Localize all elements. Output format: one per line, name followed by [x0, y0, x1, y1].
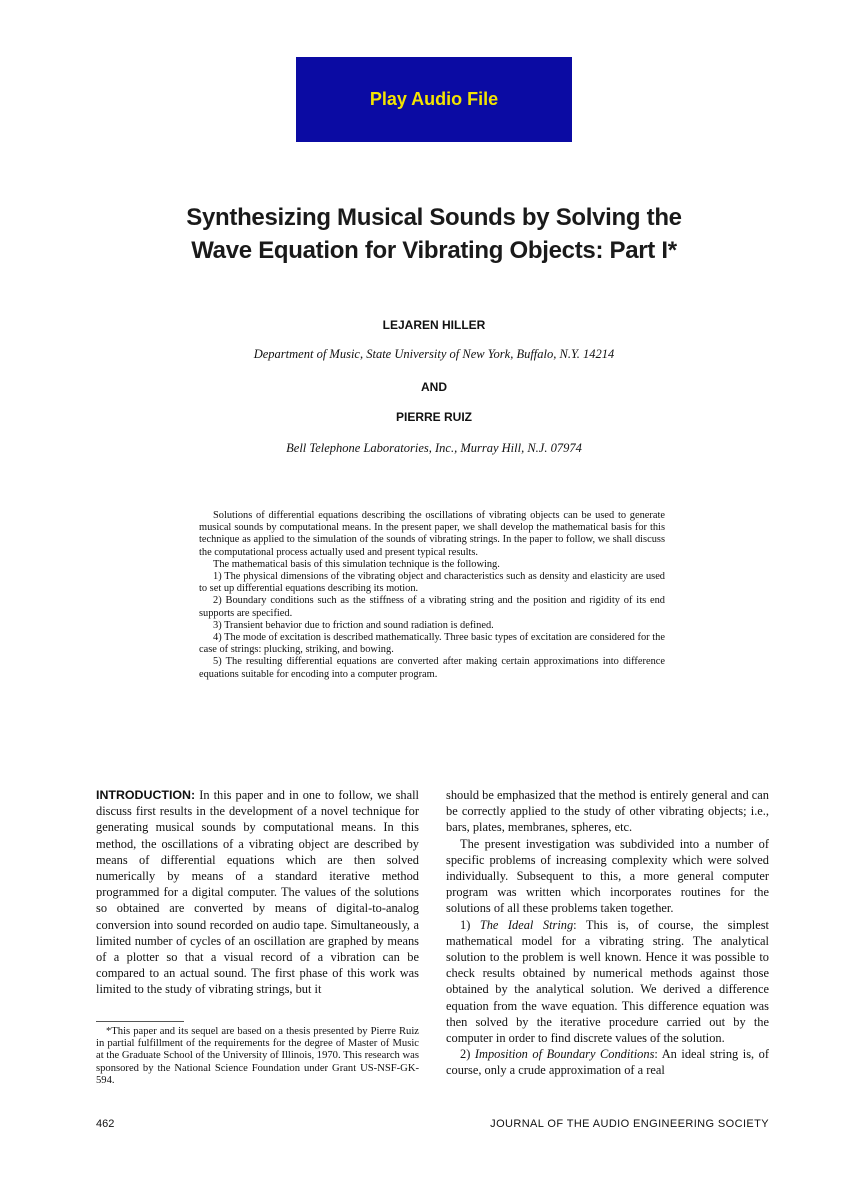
item-number: 2)	[460, 1047, 475, 1062]
play-audio-label: Play Audio File	[369, 89, 499, 109]
footnote	[96, 1026, 419, 1087]
intro-heading: INTRODUCTION:	[96, 788, 196, 802]
title-line-2: Wave Equation for Vibrating Objects: Part I*	[191, 237, 677, 264]
author-1: LEJAREN HILLER	[382, 318, 486, 332]
author-conjunction: AND	[421, 380, 447, 394]
abstract-paragraph: Solutions of differential equations describing the oscillations of vibrating objects can be used to generate musical sounds by computational means. In the present paper, we shall develop the mathematical basis for this technique as applied to the simulation of the sounds of vibrating strings. In the paper to follow, we shall discuss the computational process actually used and present typical results.	[199, 510, 665, 558]
right-column	[446, 787, 769, 1079]
intro-text: In this paper and in one to follow, we shall discuss first results in the development of a novel technique for generating musical sounds by computational means. In this method, the oscillations of a vibrating object are described by means of differential equations which are then solved numerically by means of a standard iterative method programmed for a digital computer. The values of the solutions so obtained are converted by means of digital-to-analog conversion into sound recorded on audio tape. Simultaneously, a limited number of cycles of an oscillation are graphed by means of a plotter so that a visual record of a vibration can be compared to an actual sound. The first phase of this work was limited to the study of vibrating strings, but it	[96, 788, 419, 997]
abstract-paragraph: The mathematical basis of this simulation technique is the following.	[213, 558, 500, 570]
journal-name: JOURNAL OF THE AUDIO ENGINEERING SOCIETY	[490, 1118, 769, 1130]
item-heading: The Ideal String	[479, 917, 574, 932]
affiliation-1: Department of Music, State University of New York, Buffalo, N.Y. 14214	[253, 347, 615, 361]
affiliation-2: Bell Telephone Laboratories, Inc., Murray Hill, N.J. 07974	[286, 441, 582, 455]
footnote-rule	[96, 1021, 184, 1022]
abstract-paragraph: 1) The physical dimensions of the vibrating object and characteristics such as density and elasticity are used to set up differential equations describing its motion.	[199, 571, 665, 595]
play-audio-button[interactable]	[296, 57, 572, 142]
body-paragraph: The present investigation was subdivided into a number of specific problems of increasing complexity which were solved individually. Subsequent to this, a more general computer program was written which incorporates routines for the solutions of all these problems taken together.	[446, 836, 769, 916]
abstract	[199, 510, 665, 681]
abstract-paragraph: 5) The resulting differential equations are converted after making certain approximations into difference equations suitable for encoding into a computer program.	[199, 656, 665, 680]
abstract-paragraph: 2) Boundary conditions such as the stiffness of a vibrating string and the position and rigidity of its end supports are specified.	[199, 595, 665, 619]
page-number: 462	[96, 1118, 115, 1130]
author-2: PIERRE RUIZ	[395, 410, 472, 424]
item-text: : This is, of course, the simplest mathematical model for a vibrating string. The analytical solution to the problem is well known. Hence it was possible to check results obtained by numerical methods against those obtained by the analytical solution. We derived a difference equation from the wave equation. This difference equation was then solved by the iterative procedure carried out by the computer in order to find discrete values of the solution.	[446, 917, 769, 1046]
paper-title	[100, 201, 768, 267]
item-text: : An ideal string is, of course, only a crude approximation of a real	[446, 1047, 769, 1078]
abstract-paragraph: 4) The mode of excitation is described mathematically. Three basic types of excitation are considered for the case of strings: plucking, striking, and bowing.	[199, 632, 665, 656]
item-heading: Imposition of Boundary Conditions	[474, 1047, 655, 1062]
abstract-paragraph: 3) Transient behavior due to friction and sound radiation is defined.	[213, 619, 494, 631]
intro-paragraph	[96, 787, 419, 998]
title-line-1: Synthesizing Musical Sounds by Solving the	[186, 204, 682, 231]
body-paragraph: should be emphasized that the method is entirely general and can be correctly applied to the study of other vibrating objects; i.e., bars, plates, membranes, spheres, etc.	[446, 788, 769, 835]
footnote-text: *This paper and its sequel are based on a thesis presented by Pierre Ruiz in partial fulfillment of the requirements for the degree of Master of Music at the Graduate School of the University of Illinois, 1970. This research was sponsored by the National Science Foundation under Grant US-NSF-GK-594.	[96, 1026, 419, 1086]
item-number: 1)	[460, 917, 480, 932]
body-paragraph	[446, 1046, 769, 1078]
left-column	[96, 787, 419, 998]
body-paragraph	[446, 917, 769, 1047]
